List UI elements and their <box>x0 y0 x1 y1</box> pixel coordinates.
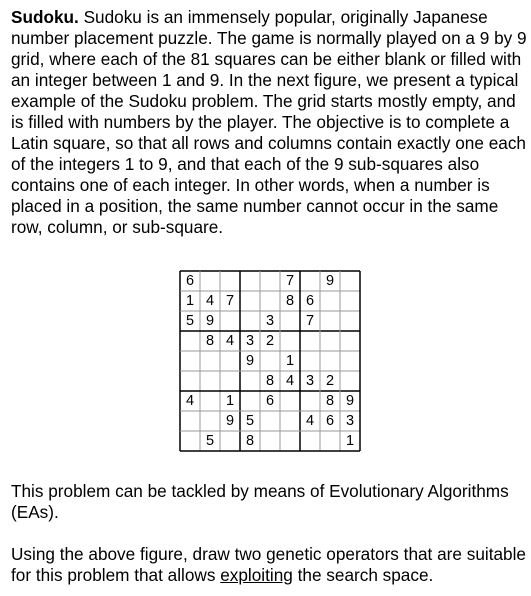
sudoku-cell: 3 <box>305 373 315 389</box>
question-paragraph <box>11 544 527 586</box>
sudoku-cell: 9 <box>225 413 235 429</box>
sudoku-cell: 5 <box>185 313 195 329</box>
sudoku-cell: 6 <box>305 293 315 309</box>
sudoku-cell: 6 <box>185 273 195 289</box>
sudoku-cell: 5 <box>245 413 255 429</box>
sudoku-cell: 6 <box>325 413 335 429</box>
sudoku-cell: 9 <box>245 353 255 369</box>
sudoku-cell: 4 <box>225 333 235 349</box>
sudoku-cell: 8 <box>205 333 215 349</box>
sudoku-grid <box>179 270 361 452</box>
intro-lead: Sudoku. <box>11 7 79 27</box>
sudoku-cell: 7 <box>285 273 295 289</box>
sudoku-cell: 8 <box>245 433 255 449</box>
sudoku-cell: 7 <box>225 293 235 309</box>
question-text-before: Using the above figure, draw two genetic operators that are suitable for this problem that allows <box>11 544 526 585</box>
sudoku-cell: 4 <box>185 393 195 409</box>
sudoku-cell: 1 <box>345 433 355 449</box>
sudoku-cell: 9 <box>345 393 355 409</box>
sudoku-cell: 8 <box>285 293 295 309</box>
sudoku-cell: 4 <box>205 293 215 309</box>
sudoku-cell: 2 <box>325 373 335 389</box>
question-underlined-word: exploiting <box>220 565 293 585</box>
sudoku-cell: 6 <box>265 393 275 409</box>
sudoku-cell: 1 <box>185 293 195 309</box>
question-text-after: the search space. <box>292 565 434 585</box>
sudoku-cell: 2 <box>265 333 275 349</box>
intro-paragraph <box>11 7 527 238</box>
sudoku-cell: 4 <box>285 373 295 389</box>
sudoku-cell: 8 <box>265 373 275 389</box>
sudoku-cell: 1 <box>225 393 235 409</box>
sudoku-cell: 8 <box>325 393 335 409</box>
sudoku-cell: 1 <box>285 353 295 369</box>
sudoku-cell: 7 <box>305 313 315 329</box>
ea-paragraph: This problem can be tackled by means of Evolutionary Algorithms (EAs). <box>11 481 509 522</box>
intro-text: Sudoku is an immensely popular, originally Japanese number placement puzzle. The game is normally played on a 9 by 9 grid, where each of the 81 squares can be either blank or filled with an integer between 1 and 9. In the next figure, we present a typical example of the Sudoku problem. The grid starts mostly empty, and is filled with numbers by the player. The objective is to complete a Latin square, so that all rows and columns contain exactly one each of the integers 1 to 9, and that each of the 9 sub-squares also contains one of each integer. In other words, when a number is placed in a position, the same number cannot occur in the same row, column, or sub-square. <box>11 7 527 237</box>
sudoku-cell: 5 <box>205 433 215 449</box>
sudoku-cell: 9 <box>205 313 215 329</box>
sudoku-cell: 3 <box>345 413 355 429</box>
sudoku-cell: 3 <box>245 333 255 349</box>
sudoku-cell: 9 <box>325 273 335 289</box>
sudoku-cell: 3 <box>265 313 275 329</box>
sudoku-cell: 4 <box>305 413 315 429</box>
